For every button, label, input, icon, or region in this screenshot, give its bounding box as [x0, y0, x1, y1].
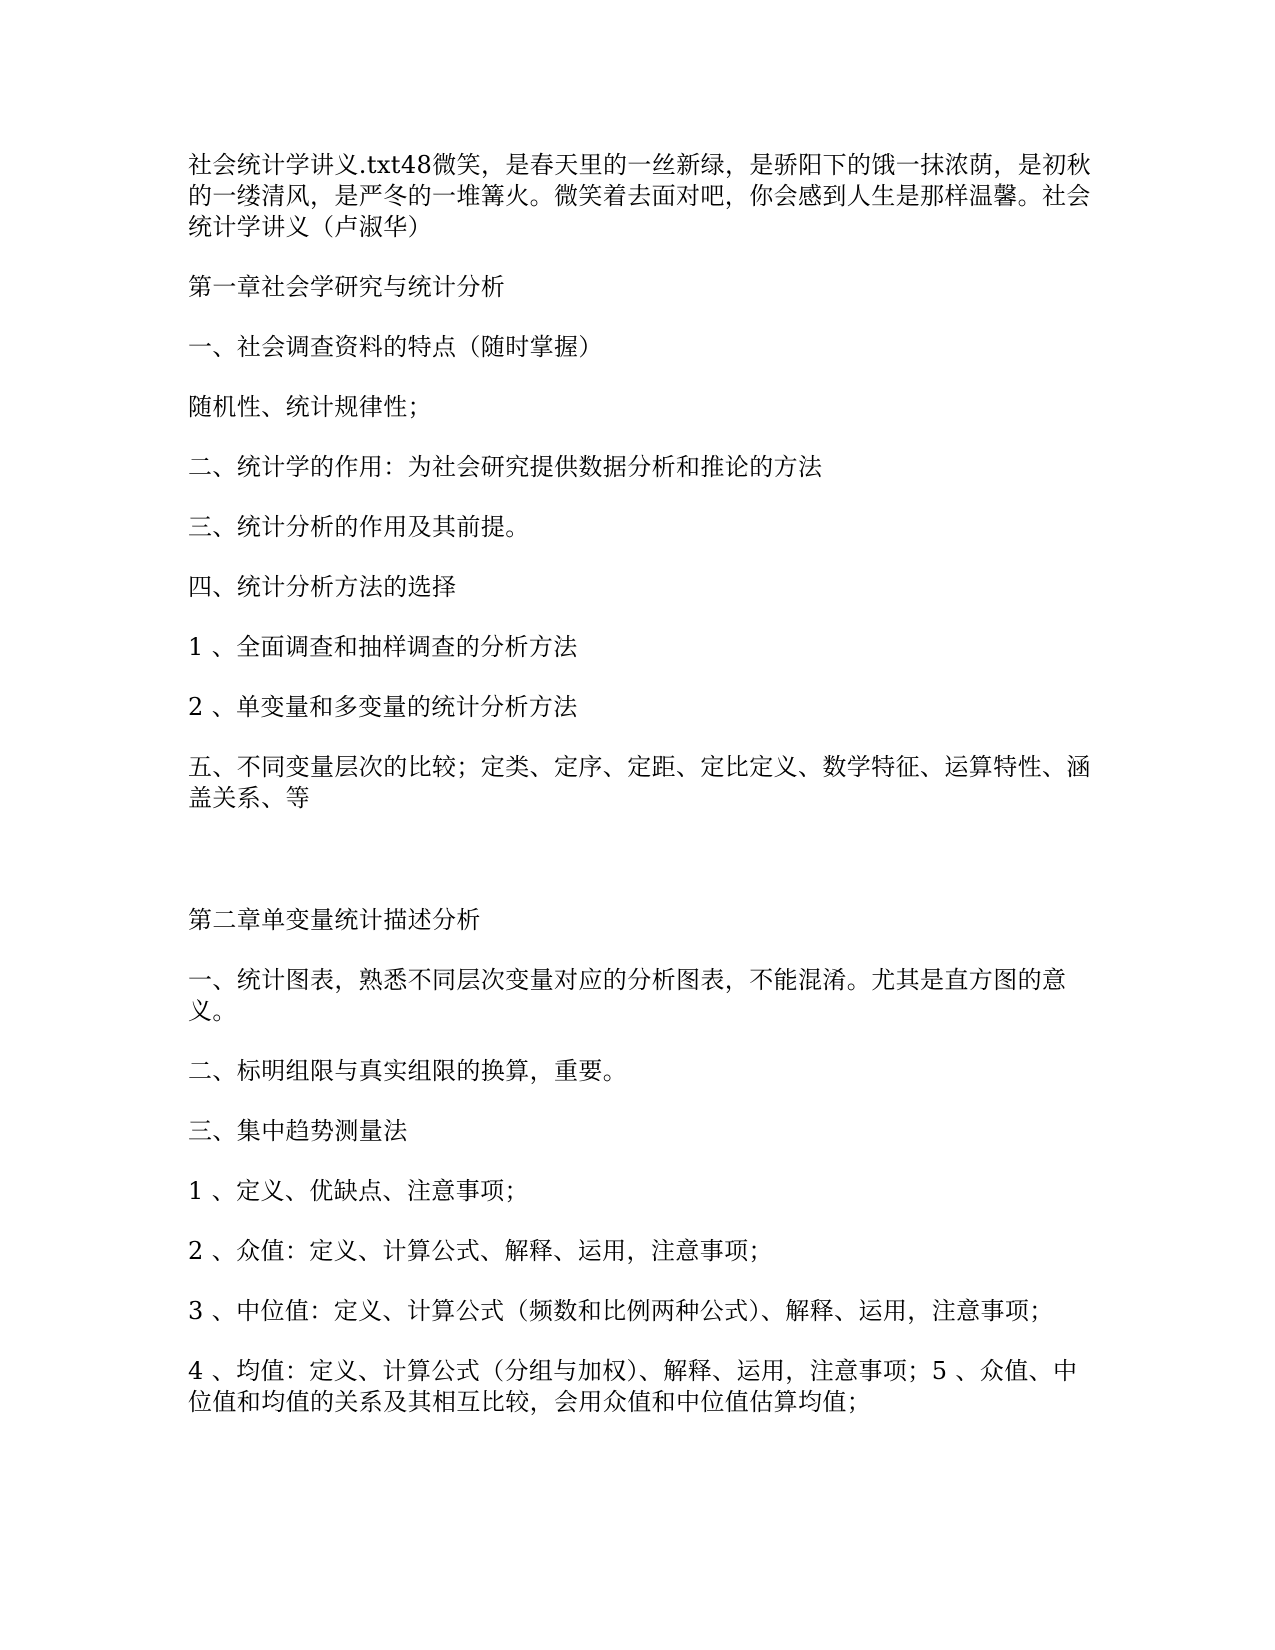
chapter-2-item-2: 二、标明组限与真实组限的换算，重要。 [188, 1057, 628, 1085]
chapter-1-item-1-detail: 随机性、统计规律性； [188, 393, 432, 421]
chapter-1-heading: 第一章社会学研究与统计分析 [188, 273, 506, 301]
chapter-2-item-3-sub-2: 2 、众值：定义、计算公式、解释、运用，注意事项； [188, 1237, 773, 1265]
chapter-2-item-3: 三、集中趋势测量法 [188, 1117, 408, 1145]
chapter-1-item-4-sub-2: 2 、单变量和多变量的统计分析方法 [188, 693, 578, 721]
chapter-2-item-3-sub-1: 1 、定义、优缺点、注意事项； [188, 1177, 529, 1205]
chapter-1-item-5: 五、不同变量层次的比较；定类、定序、定距、定比定义、数学特征、运算特性、涵盖关系、等 [188, 753, 1091, 812]
chapter-1-item-4: 四、统计分析方法的选择 [188, 573, 457, 601]
chapter-2-item-3-sub-4: 4 、均值：定义、计算公式（分组与加权）、解释、运用，注意事项；5 、众值、中位值和均值的关系及其相互比较，会用众值和中位值估算均值； [188, 1357, 1078, 1416]
chapter-2-heading: 第二章单变量统计描述分析 [188, 906, 481, 934]
chapter-1-item-4-sub-1: 1 、全面调查和抽样调查的分析方法 [188, 633, 578, 661]
chapter-2-item-3-sub-3: 3 、中位值：定义、计算公式（频数和比例两种公式）、解释、运用，注意事项； [188, 1297, 1054, 1325]
intro-paragraph: 社会统计学讲义.txt48微笑，是春天里的一丝新绿，是骄阳下的饿一抹浓荫，是初秋的一缕清风，是严冬的一堆篝火。微笑着去面对吧，你会感到人生是那样温馨。社会统计学讲义（卢淑华） [188, 151, 1091, 241]
chapter-1-item-1: 一、社会调查资料的特点（随时掌握） [188, 333, 603, 361]
chapter-1-item-2: 二、统计学的作用：为社会研究提供数据分析和推论的方法 [188, 453, 823, 481]
chapter-2-item-1: 一、统计图表，熟悉不同层次变量对应的分析图表，不能混淆。尤其是直方图的意义。 [188, 966, 1067, 1025]
chapter-1-item-3: 三、统计分析的作用及其前提。 [188, 513, 530, 541]
document-body [188, 150, 1093, 1447]
